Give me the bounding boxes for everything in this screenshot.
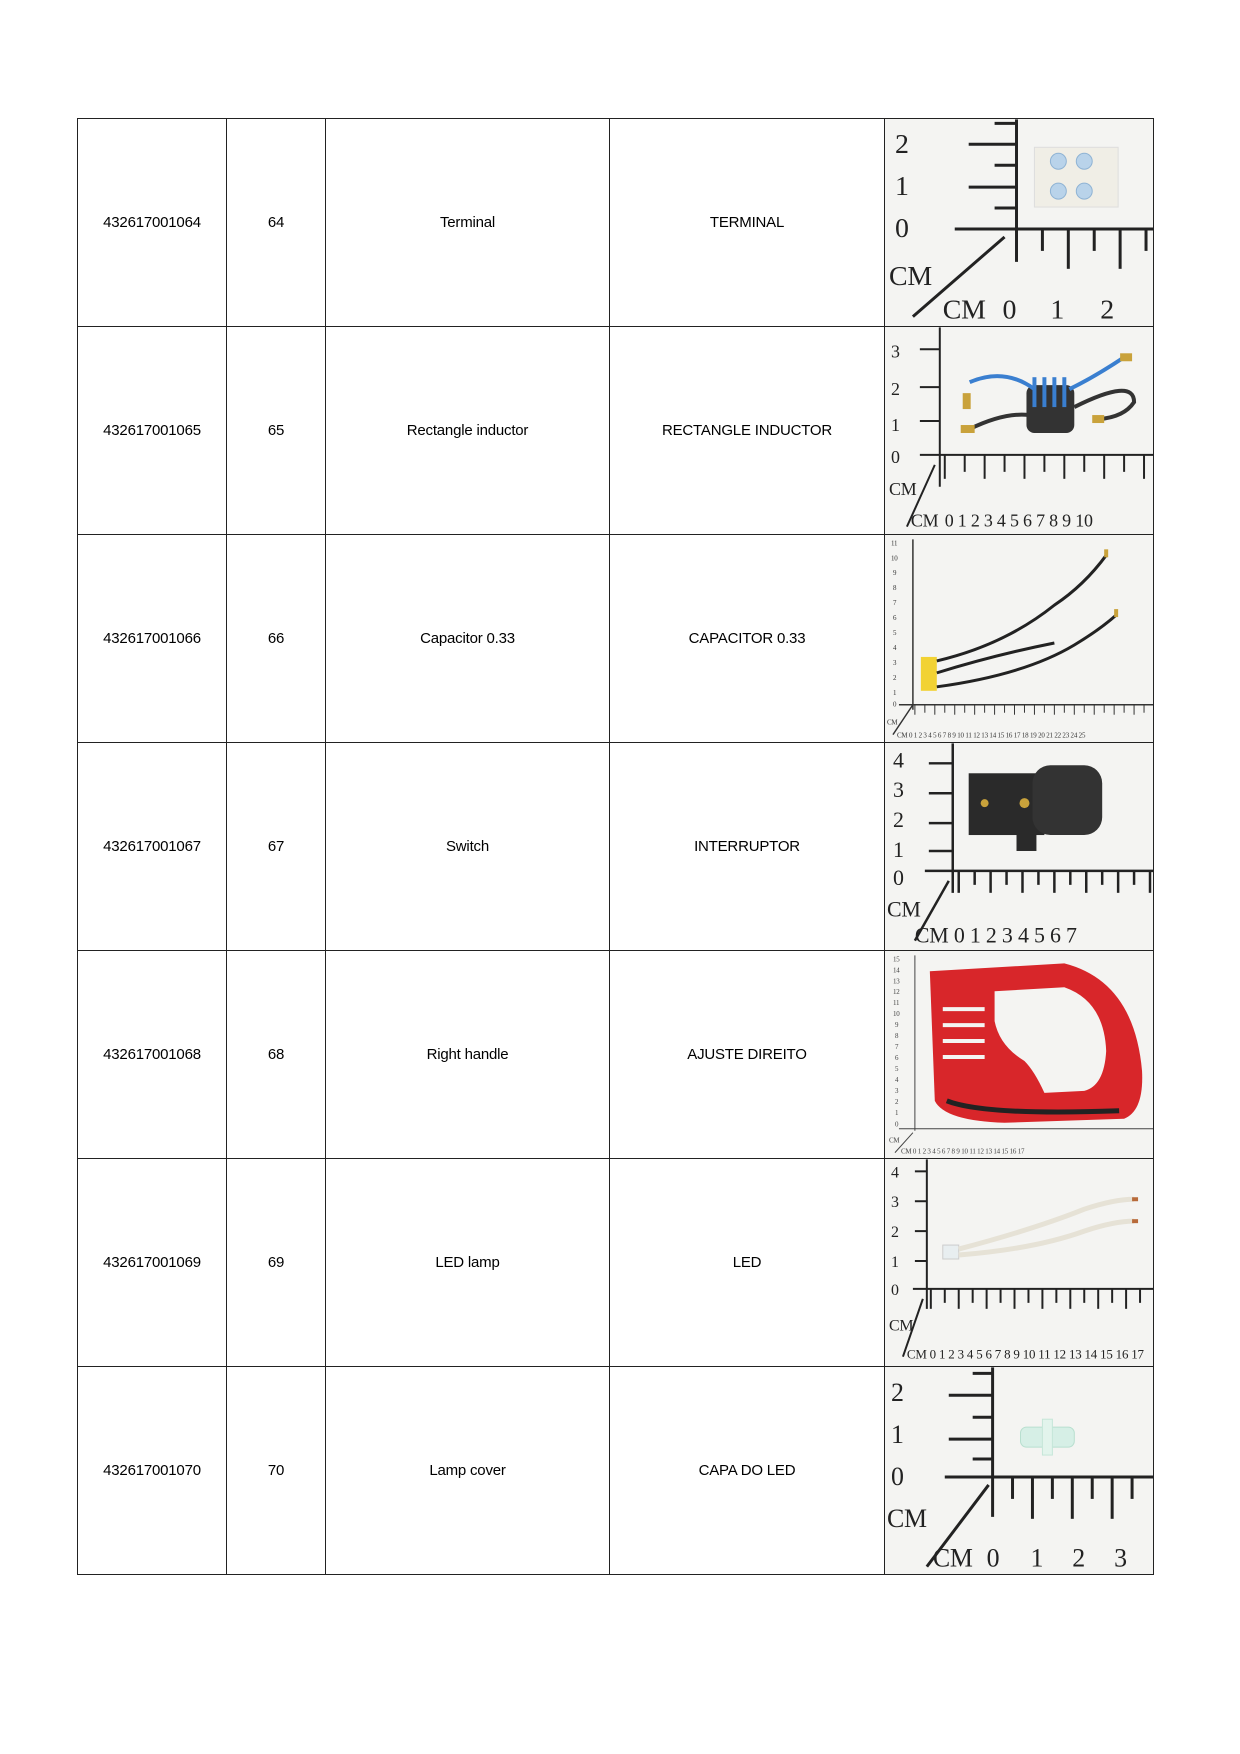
part-number: 432617001064 xyxy=(78,119,227,327)
svg-text:1: 1 xyxy=(1030,1543,1044,1573)
description-pt: TERMINAL xyxy=(610,119,885,327)
svg-text:3: 3 xyxy=(1114,1543,1127,1573)
svg-text:0: 0 xyxy=(890,1461,904,1491)
position-number: 69 xyxy=(227,1159,326,1367)
description-pt: LED xyxy=(610,1159,885,1367)
part-photo-terminal xyxy=(885,119,1154,327)
svg-text:1: 1 xyxy=(1050,294,1065,326)
svg-text:10: 10 xyxy=(890,554,898,563)
svg-text:2: 2 xyxy=(894,129,909,161)
svg-text:11: 11 xyxy=(892,999,900,1008)
svg-text:CM: CM xyxy=(932,1543,973,1573)
parts-table xyxy=(77,118,1154,1575)
description-en: Terminal xyxy=(326,119,610,327)
svg-text:1: 1 xyxy=(890,1420,904,1450)
svg-text:5: 5 xyxy=(894,1064,899,1073)
svg-text:12: 12 xyxy=(892,988,900,997)
svg-text:3: 3 xyxy=(890,1194,899,1212)
svg-text:2: 2 xyxy=(894,1097,899,1106)
table-row xyxy=(78,535,1154,743)
svg-text:CM: CM xyxy=(888,260,932,292)
svg-text:2: 2 xyxy=(1072,1543,1086,1573)
svg-text:2: 2 xyxy=(890,379,900,400)
position-number: 70 xyxy=(227,1367,326,1575)
svg-text:0: 0 xyxy=(892,700,897,709)
svg-text:CM: CM xyxy=(888,1136,900,1145)
table-row xyxy=(78,743,1154,951)
svg-text:9: 9 xyxy=(892,569,897,578)
svg-text:7: 7 xyxy=(892,599,897,608)
svg-text:CM: CM xyxy=(886,896,921,922)
svg-text:8: 8 xyxy=(892,584,897,593)
description-en: Capacitor 0.33 xyxy=(326,535,610,743)
description-en: Lamp cover xyxy=(326,1367,610,1575)
svg-text:CM: CM xyxy=(886,718,898,727)
handle-icon xyxy=(885,951,1153,1158)
description-pt: RECTANGLE INDUCTOR xyxy=(610,327,885,535)
position-number: 68 xyxy=(227,951,326,1159)
svg-text:0: 0 xyxy=(892,864,904,890)
svg-text:0: 0 xyxy=(890,1281,899,1299)
svg-text:4: 4 xyxy=(892,747,904,773)
position-number: 66 xyxy=(227,535,326,743)
position-number: 64 xyxy=(227,119,326,327)
svg-text:0: 0 xyxy=(894,1120,899,1129)
svg-text:1: 1 xyxy=(894,1108,899,1117)
svg-text:CM 0 1 2 3 4 5 6 7 8 9 10 11 1: CM 0 1 2 3 4 5 6 7 8 9 10 11 12 13 14 15 16 17 xyxy=(906,1346,1144,1362)
svg-text:10: 10 xyxy=(892,1010,900,1019)
led-icon xyxy=(885,1159,1153,1366)
table-row xyxy=(78,327,1154,535)
description-en: Rectangle inductor xyxy=(326,327,610,535)
svg-text:CM 0 1 2 3 4 5 6 7: CM 0 1 2 3 4 5 6 7 xyxy=(914,922,1077,948)
svg-text:CM: CM xyxy=(886,1503,927,1533)
part-number: 432617001070 xyxy=(78,1367,227,1575)
svg-text:2: 2 xyxy=(892,807,904,833)
description-en: Right handle xyxy=(326,951,610,1159)
svg-text:2: 2 xyxy=(892,673,897,682)
svg-text:CM: CM xyxy=(888,1317,914,1335)
svg-text:9: 9 xyxy=(894,1021,899,1030)
svg-text:13: 13 xyxy=(892,977,900,986)
description-en: Switch xyxy=(326,743,610,951)
svg-text:1: 1 xyxy=(894,171,909,203)
part-number: 432617001066 xyxy=(78,535,227,743)
part-photo-capacitor xyxy=(885,535,1154,743)
svg-text:15: 15 xyxy=(892,955,900,964)
table-row xyxy=(78,951,1154,1159)
svg-text:CM: CM xyxy=(888,478,917,499)
svg-text:0: 0 xyxy=(986,1543,1000,1573)
svg-text:3: 3 xyxy=(890,341,900,362)
svg-text:4: 4 xyxy=(890,1164,899,1182)
svg-text:CM: CM xyxy=(910,510,939,531)
svg-text:0 1 2 3 4 5 6 7 8 9 10: 0 1 2 3 4 5 6 7 8 9 10 xyxy=(944,510,1093,531)
svg-text:CM 0 1 2 3 4 5 6 7 8 9 10 11 1: CM 0 1 2 3 4 5 6 7 8 9 10 11 12 13 14 15 16 17 18 19 20 21 22 23 24 25 xyxy=(896,731,1086,740)
description-pt: INTERRUPTOR xyxy=(610,743,885,951)
part-number: 432617001065 xyxy=(78,327,227,535)
table-row xyxy=(78,1159,1154,1367)
description-pt: AJUSTE DIREITO xyxy=(610,951,885,1159)
description-pt: CAPACITOR 0.33 xyxy=(610,535,885,743)
part-number: 432617001069 xyxy=(78,1159,227,1367)
svg-text:6: 6 xyxy=(892,614,897,623)
svg-text:1: 1 xyxy=(892,688,897,697)
description-en: LED lamp xyxy=(326,1159,610,1367)
svg-text:CM: CM xyxy=(942,294,986,326)
part-photo-handle xyxy=(885,951,1154,1159)
svg-text:3: 3 xyxy=(894,1086,899,1095)
svg-text:0: 0 xyxy=(894,212,909,244)
svg-text:0: 0 xyxy=(890,446,900,467)
part-number: 432617001067 xyxy=(78,743,227,951)
switch-icon xyxy=(885,743,1153,950)
capacitor-icon xyxy=(885,535,1153,742)
part-photo-led xyxy=(885,1159,1154,1367)
part-number: 432617001068 xyxy=(78,951,227,1159)
svg-text:3: 3 xyxy=(892,658,897,667)
position-number: 65 xyxy=(227,327,326,535)
svg-text:0: 0 xyxy=(1002,294,1017,326)
svg-text:1: 1 xyxy=(892,836,904,862)
description-pt: CAPA DO LED xyxy=(610,1367,885,1575)
lamp-cover-icon xyxy=(885,1367,1153,1574)
svg-text:2: 2 xyxy=(890,1378,904,1408)
svg-text:1: 1 xyxy=(890,414,900,435)
svg-text:5: 5 xyxy=(892,629,897,638)
svg-text:CM 0 1 2 3 4 5 6 7 8: CM 0 1 2 3 4 5 6 7 8 9 10 11 12 13 14 15 16 17 xyxy=(900,1147,1025,1156)
svg-text:3: 3 xyxy=(892,777,904,803)
svg-text:4: 4 xyxy=(894,1075,899,1084)
svg-text:2: 2 xyxy=(890,1224,899,1242)
svg-text:8: 8 xyxy=(894,1032,899,1041)
terminal-block-icon xyxy=(885,119,1153,326)
table-row xyxy=(78,119,1154,327)
svg-text:1: 1 xyxy=(890,1253,899,1271)
part-photo-switch xyxy=(885,743,1154,951)
svg-text:14: 14 xyxy=(892,966,900,975)
table-row xyxy=(78,1367,1154,1575)
svg-text:6: 6 xyxy=(894,1053,899,1062)
part-photo-lamp-cover xyxy=(885,1367,1154,1575)
svg-text:11: 11 xyxy=(890,539,898,548)
svg-text:4: 4 xyxy=(892,643,897,652)
inductor-icon xyxy=(885,327,1153,534)
svg-text:7: 7 xyxy=(894,1043,899,1052)
part-photo-inductor xyxy=(885,327,1154,535)
position-number: 67 xyxy=(227,743,326,951)
svg-text:2: 2 xyxy=(1100,294,1114,326)
